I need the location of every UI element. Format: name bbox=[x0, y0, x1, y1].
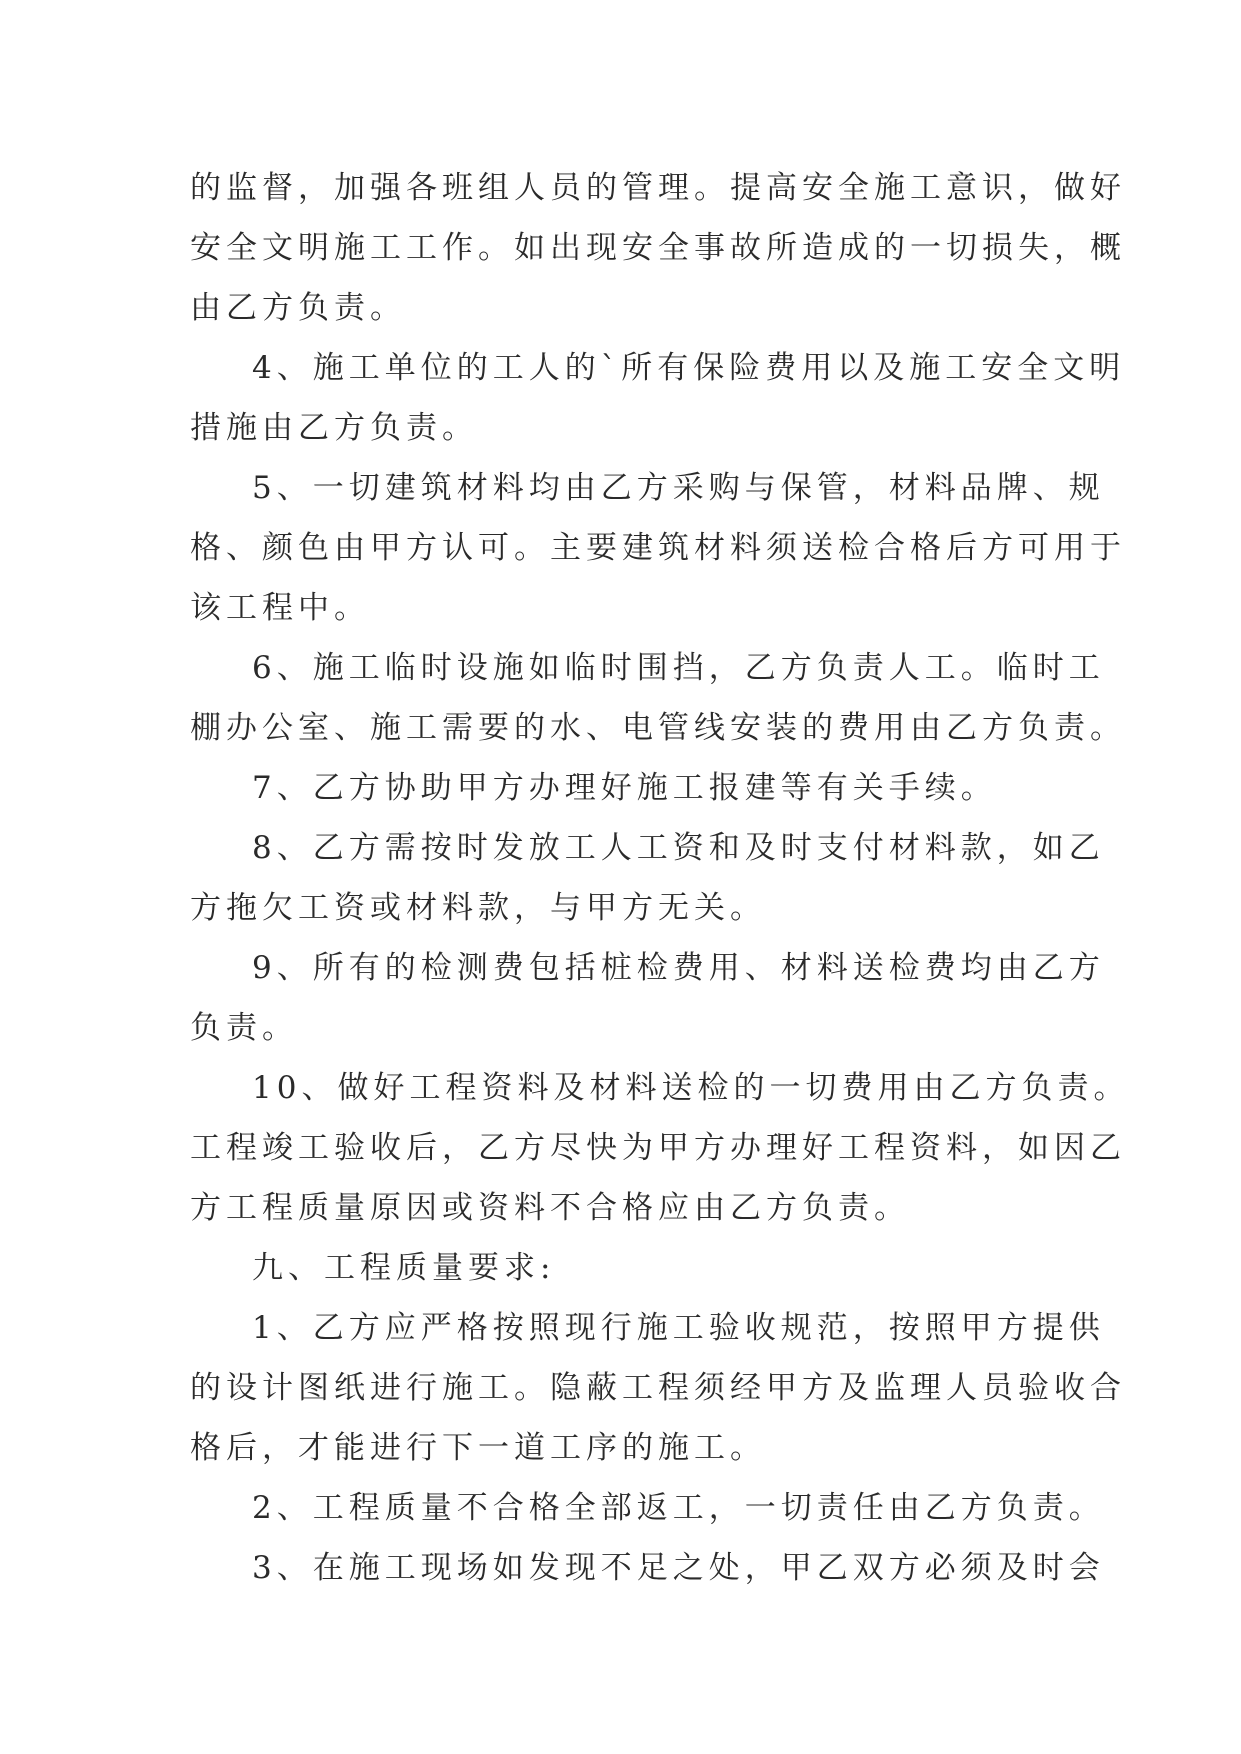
text-line: 7、乙方协助甲方办理好施工报建等有关手续。 bbox=[252, 770, 997, 806]
text-line: 6、施工临时设施如临时围挡，乙方负责人工。临时工 bbox=[252, 650, 1105, 686]
text-line: 3、在施工现场如发现不足之处，甲乙双方必须及时会 bbox=[252, 1550, 1105, 1586]
paragraph bbox=[190, 338, 1126, 458]
document-body bbox=[190, 158, 1130, 1598]
text-line: 4、施工单位的工人的`所有保险费用以及施工安全文明 bbox=[252, 350, 1126, 386]
paragraph bbox=[190, 758, 1070, 818]
text-line: 10、做好工程资料及材料送检的一切费用由乙方负责。 bbox=[252, 1070, 1130, 1106]
text-line: 1、乙方应严格按照现行施工验收规范，按照甲方提供 bbox=[252, 1310, 1105, 1346]
text-line: 格后，才能进行下一道工序的施工。 bbox=[190, 1430, 766, 1466]
paragraph bbox=[190, 1238, 1070, 1298]
paragraph bbox=[190, 458, 1126, 638]
paragraph bbox=[190, 638, 1126, 758]
text-line: 的监督，加强各班组人员的管理。提高安全施工意识，做好 bbox=[190, 170, 1126, 206]
text-line: 方工程质量原因或资料不合格应由乙方负责。 bbox=[190, 1190, 910, 1226]
text-line: 负责。 bbox=[190, 1010, 298, 1046]
paragraph bbox=[190, 938, 1105, 1058]
text-line: 的设计图纸进行施工。隐蔽工程须经甲方及监理人员验收合 bbox=[190, 1370, 1126, 1406]
paragraph bbox=[190, 818, 1105, 938]
text-line: 方拖欠工资或材料款，与甲方无关。 bbox=[190, 890, 766, 926]
text-line: 九、工程质量要求: bbox=[252, 1250, 556, 1286]
text-line: 该工程中。 bbox=[190, 590, 370, 626]
text-line: 措施由乙方负责。 bbox=[190, 410, 478, 446]
text-line: 格、颜色由甲方认可。主要建筑材料须送检合格后方可用于 bbox=[190, 530, 1126, 566]
paragraph bbox=[190, 158, 1126, 338]
text-line: 安全文明施工工作。如出现安全事故所造成的一切损失，概 bbox=[190, 230, 1126, 266]
text-line: 棚办公室、施工需要的水、电管线安装的费用由乙方负责。 bbox=[190, 710, 1126, 746]
text-line: 8、乙方需按时发放工人工资和及时支付材料款，如乙 bbox=[252, 830, 1105, 866]
paragraph bbox=[190, 1478, 1105, 1538]
text-line: 工程竣工验收后，乙方尽快为甲方办理好工程资料，如因乙 bbox=[190, 1130, 1126, 1166]
text-line: 9、所有的检测费包括桩检费用、材料送检费均由乙方 bbox=[252, 950, 1105, 986]
text-line: 5、一切建筑材料均由乙方采购与保管，材料品牌、规 bbox=[252, 470, 1105, 506]
paragraph bbox=[190, 1298, 1126, 1478]
paragraph bbox=[190, 1058, 1130, 1238]
paragraph bbox=[190, 1538, 1105, 1598]
text-line: 由乙方负责。 bbox=[190, 290, 406, 326]
text-line: 2、工程质量不合格全部返工，一切责任由乙方负责。 bbox=[252, 1490, 1105, 1526]
